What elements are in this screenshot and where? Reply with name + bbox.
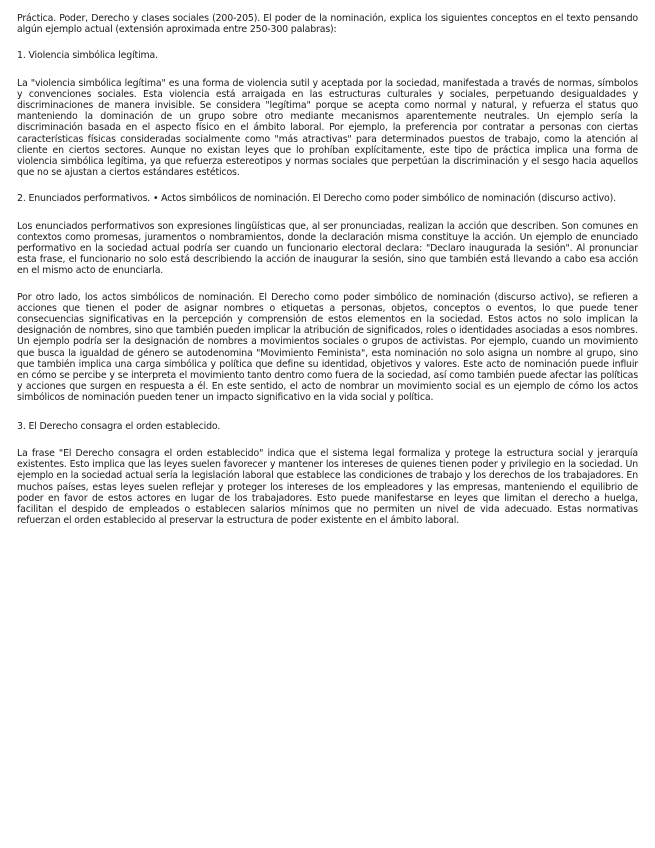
section-1-heading: 1. Violencia simbólica legítima. [17,50,158,62]
section-3-paragraph: La frase "El Derecho consagra el orden establecido" indica que el sistema legal formaliza y protege la estructura social y jerarquía existentes. Esto implica que las leyes suelen favorecer y mantener los intereses de quienes tienen poder y privilegio en la sociedad. Un ejemplo en la sociedad actual sería la legislación laboral que establece las condiciones de trabajo y los derechos de los trabajadores. En muchos países, estas leyes suelen reflejar y proteger los intereses de los empleadores y las empresas, manteniendo el equilibrio de poder en favor de estos actores en lugar de los trabajadores. Esto puede manifestarse en leyes que limitan el derecho a huelga, facilitan el despido de empleados o establecen salarios mínimos que no permiten un nivel de vida adecuado. Estas normativas refuerzan el orden establecido al preservar la estructura de poder existente en el ámbito laboral. [17,447,638,527]
section-1-paragraph: La "violencia simbólica legítima" es una forma de violencia sutil y aceptada por la sociedad, manifestada a través de normas, símbolos y convenciones sociales. Esta violencia está arraigada en las estructuras culturales y sociales, perpetuando desigualdades y discriminaciones de manera invisible. Se considera "legítima" porque se acepta como normal y natural, y refuerza el status quo manteniendo la dominación de un grupo sobre otro mediante mecanismos aparentemente neutrales. Un ejemplo sería la discriminación basada en el aspecto físico en el ámbito laboral. Por ejemplo, la preferencia por contratar a personas con ciertas características físicas consideradas socialmente como "más atractivas" para determinados puestos de trabajo, como la atención al cliente en ciertos sectores. Aunque no existan leyes que lo prohíban explícitamente, este tipo de práctica implica una forma de violencia simbólica legítima, ya que refuerza estereotipos y normas sociales que perpetúan la discriminación y el sesgo hacia aquellos que no se ajustan a ciertos estándares estéticos. [17,77,638,179]
section-3-heading: 3. El Derecho consagra el orden establecido. [17,420,221,432]
document-page [17,13,638,541]
assignment-intro: Práctica. Poder, Derecho y clases sociales (200-205). El poder de la nominación, explica los siguientes conceptos en el texto pensando algún ejemplo actual (extensión aproximada entre 250-300 palabras): [17,13,638,36]
section-2-heading: 2. Enunciados performativos. • Actos simbólicos de nominación. El Derecho como poder simbólico de nominación (discurso activo). [17,193,616,205]
section-2-paragraph-2: Por otro lado, los actos simbólicos de nominación. El Derecho como poder simbólico de nominación (discurso activo), se refieren a acciones que tienen el poder de asignar nombres o etiquetas a personas, objetos, conceptos o eventos, lo que puede tener consecuencias significativas en la percepción y comprensión de estos elementos en la sociedad. Estos actos no solo implican la designación de nombres, sino que también pueden implicar la atribución de significados, roles o identidades asociadas a esos nombres. [17,291,638,337]
section-2-paragraph-3: Un ejemplo podría ser la designación de nombres a movimientos sociales o grupos de activistas. Por ejemplo, cuando un movimiento que busca la igualdad de género se autodenomina "Movimiento Feminista", esta nominación no solo asigna un nombre al grupo, sino que también implica una carga simbólica y política que define su identidad, objetivos y valores. Este acto de nominación puede influir en cómo se percibe y se interpreta el movimiento tanto dentro como fuera de la sociedad, así como también puede afectar las políticas y acciones que surgen en respuesta a él. En este sentido, el acto de nombrar un movimiento social es un ejemplo de cómo los actos simbólicos de nominación pueden tener un impacto significativo en la vida social y política. [17,336,638,404]
section-2-paragraph-1: Los enunciados performativos son expresiones lingüísticas que, al ser pronunciadas, realizan la acción que describen. Son comunes en contextos como promesas, juramentos o nombramientos, donde la declaración misma constituye la acción. Un ejemplo de enunciado performativo en la sociedad actual podría ser cuando un funcionario electoral declara: "Declaro inaugurada la sesión". Al pronunciar esta frase, el funcionario no solo está describiendo la acción de inaugurar la sesión, sino que también está llevando a cabo esa acción en el mismo acto de enunciarla. [17,220,638,277]
